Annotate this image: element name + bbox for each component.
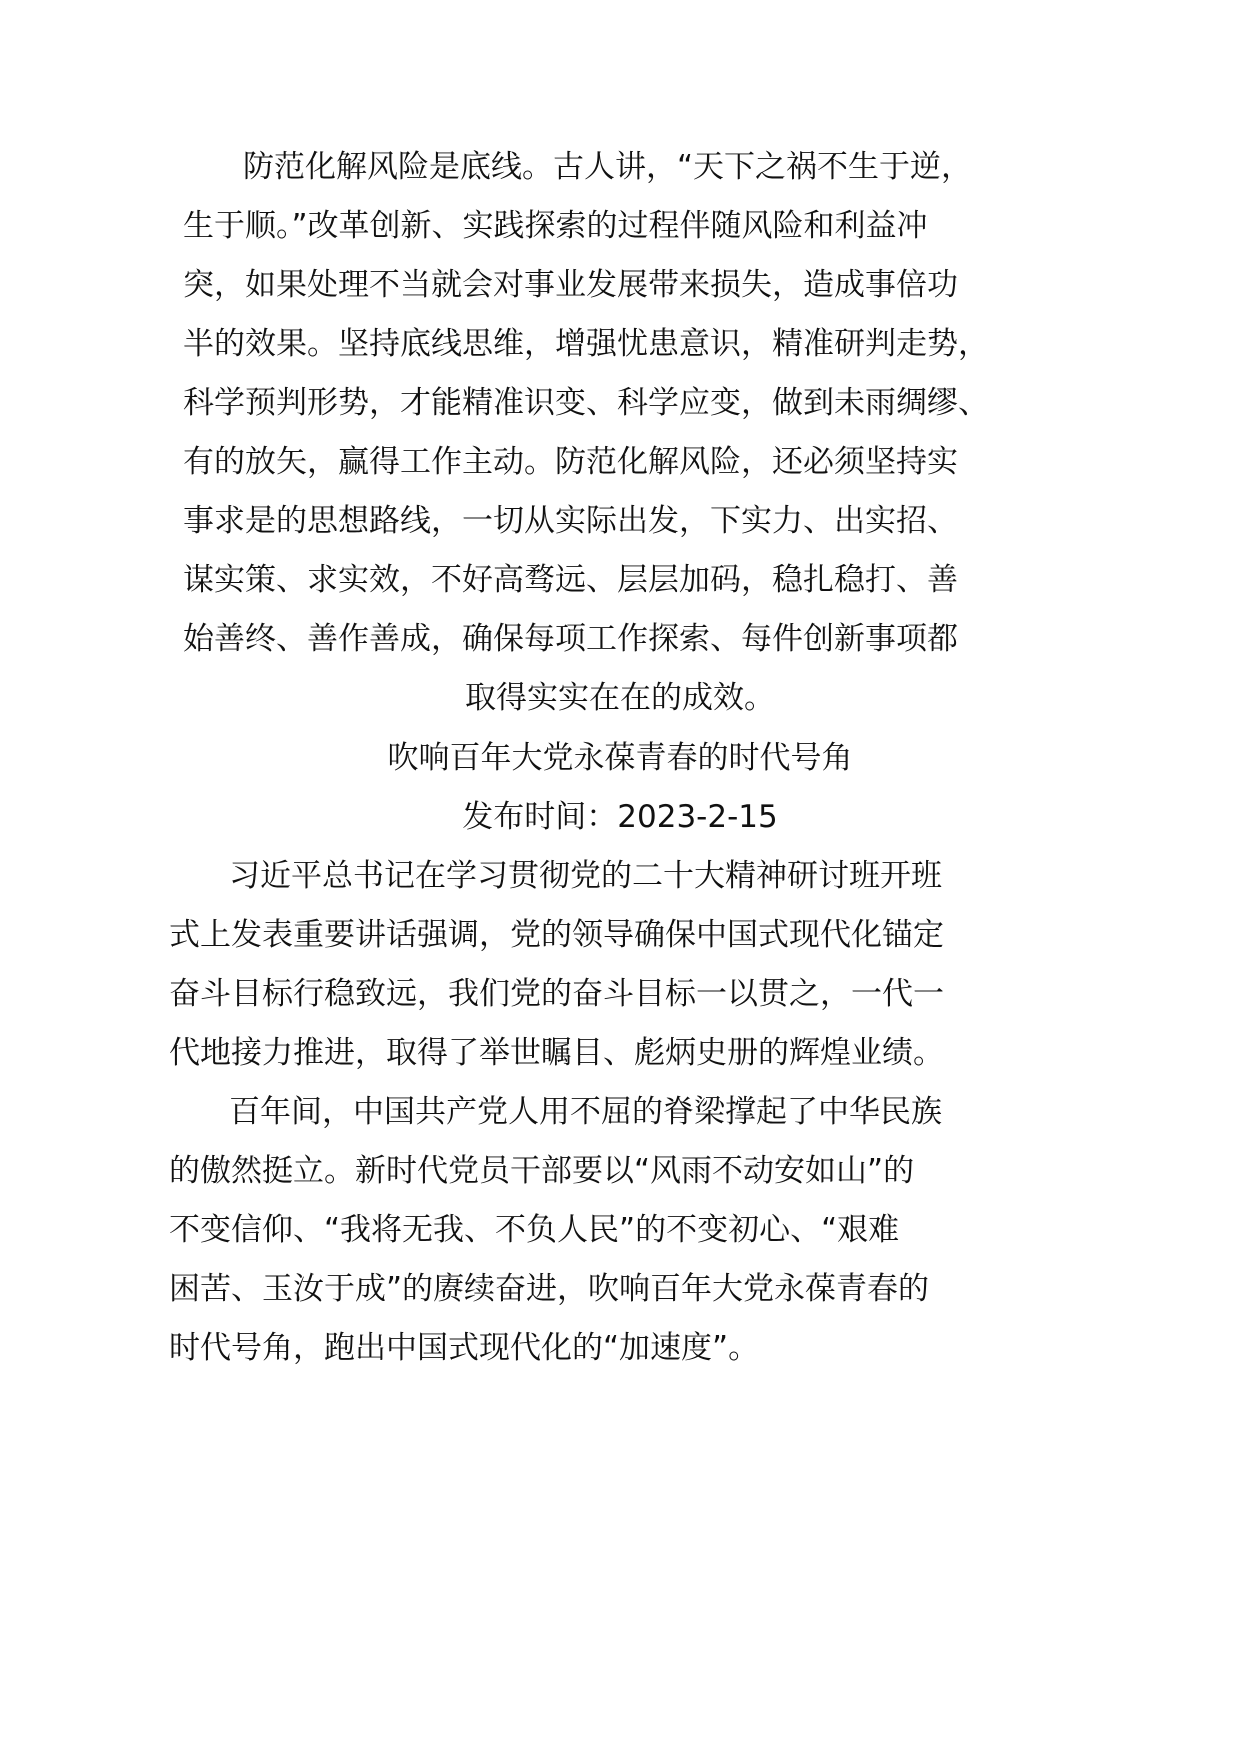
paragraph-line: 百年间，中国共产党人用不屈的脊梁撑起了中华民族 bbox=[229, 1094, 942, 1130]
paragraph-line: 突，如果处理不当就会对事业发展带来损失，造成事倍功 bbox=[183, 267, 958, 303]
paragraph-line: 代地接力推进，取得了举世瞩目、彪炳史册的辉煌业绩。 bbox=[169, 1035, 944, 1071]
paragraph-line: 习近平总书记在学习贯彻党的二十大精神研讨班开班 bbox=[229, 858, 942, 894]
paragraph-line: 困苦、玉汝于成”的赓续奋进，吹响百年大党永葆青春的 bbox=[169, 1271, 930, 1307]
paragraph-line: 式上发表重要讲话强调，党的领导确保中国式现代化锚定 bbox=[169, 917, 944, 953]
paragraph-line: 谋实策、求实效，不好高骛远、层层加码，稳扎稳打、善 bbox=[183, 562, 958, 598]
paragraph-line: 有的放矢，赢得工作主动。防范化解风险，还必须坚持实 bbox=[183, 444, 958, 480]
article-title: 吹响百年大党永葆青春的时代号角 bbox=[387, 740, 853, 776]
paragraph-line: 事求是的思想路线，一切从实际出发，下实力、出实招、 bbox=[183, 503, 958, 539]
paragraph-last-line: 取得实实在在的成效。 bbox=[465, 680, 775, 716]
paragraph-line: 奋斗目标行稳致远，我们党的奋斗目标一以贯之，一代一 bbox=[169, 976, 944, 1012]
paragraph-line: 时代号角，跑出中国式现代化的“加速度”。 bbox=[169, 1330, 760, 1366]
paragraph-line: 不变信仰、“我将无我、不负人民”的不变初心、“艰难 bbox=[169, 1212, 900, 1248]
publish-date: 发布时间：2023-2-15 bbox=[462, 799, 778, 835]
paragraph-line: 的傲然挺立。新时代党员干部要以“风雨不动安如山”的 bbox=[169, 1153, 915, 1189]
paragraph-line: 半的效果。坚持底线思维，增强忧患意识，精准研判走势， bbox=[183, 326, 989, 362]
paragraph-line: 始善终、善作善成，确保每项工作探索、每件创新事项都 bbox=[183, 621, 958, 657]
paragraph-line: 生于顺。”改革创新、实践探索的过程伴随风险和利益冲 bbox=[183, 208, 928, 244]
paragraph-line: 科学预判形势，才能精准识变、科学应变，做到未雨绸缪、 bbox=[183, 385, 989, 421]
paragraph-line: 防范化解风险是底线。古人讲，“天下之祸不生于逆， bbox=[243, 149, 973, 185]
